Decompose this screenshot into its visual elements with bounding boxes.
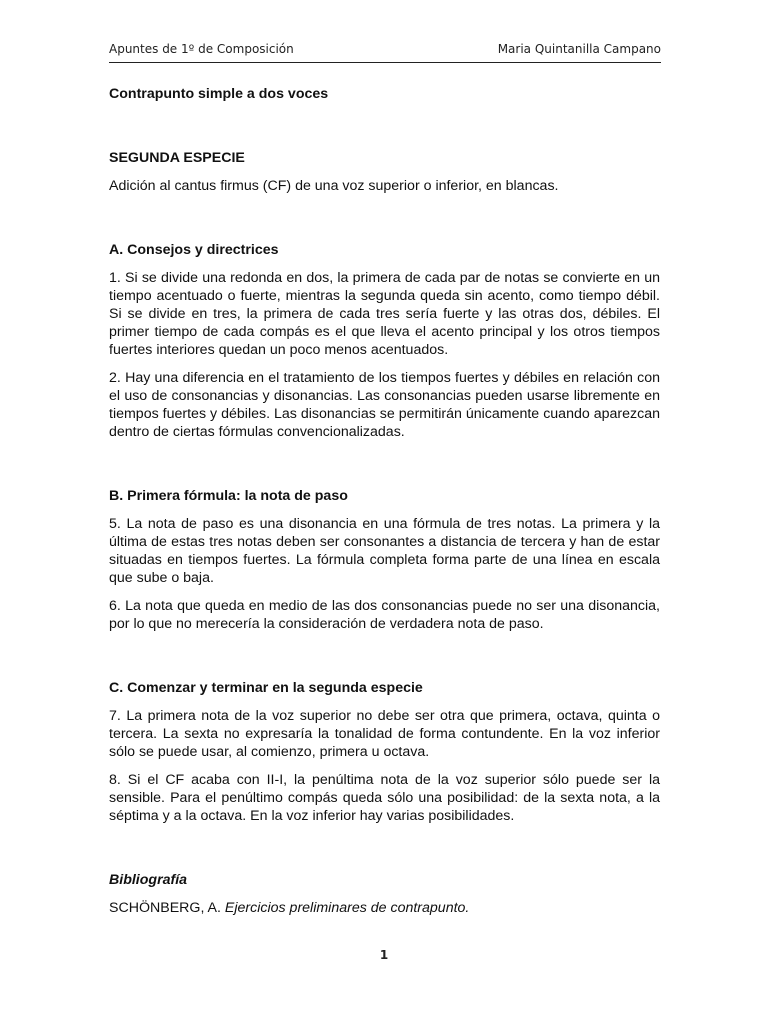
bibliography-title: Bibliografía: [109, 872, 188, 888]
section-b-paragraph-6: 6. La nota que queda en medio de las dos consonancias puede no ser una disonancia, por lo que no merecería la consideración de verdadera nota de paso.: [109, 598, 660, 632]
header-course: Apuntes de 1º de Composición: [109, 42, 294, 56]
section-a-paragraph-2: 2. Hay una diferencia en el tratamiento de los tiempos fuertes y débiles en relación con el uso de consonancias y disonancias. Las consonancias pueden usarse libremente en tiempos fuertes y débiles. Las disonancias se permitirán únicamente cuando aparezcan dentro de ciertas fórmulas convencionalizadas.: [109, 370, 660, 440]
section-b-paragraph-5: 5. La nota de paso es una disonancia en una fórmula de tres notas. La primera y la última de estas tres notas deben ser consonantes a distancia de tercera y han de estar situadas en tiempos fuertes. La fórmula completa forma parte de una línea en escala que sube o baja.: [109, 516, 660, 586]
page-number: 1: [379, 948, 389, 962]
species-intro: Adición al cantus firmus (CF) de una voz superior o inferior, en blancas.: [109, 178, 559, 194]
bibliography-author: SCHÖNBERG, A.: [109, 900, 221, 916]
header-author: Maria Quintanilla Campano: [497, 42, 661, 56]
document-title: Contrapunto simple a dos voces: [109, 86, 329, 102]
page-header: [109, 42, 661, 63]
bibliography-work: Ejercicios preliminares de contrapunto.: [224, 900, 470, 916]
bibliography-entry: [109, 899, 660, 917]
section-c-title: C. Comenzar y terminar en la segunda especie: [109, 680, 423, 696]
section-a-paragraph-1: 1. Si se divide una redonda en dos, la primera de cada par de notas se convierte en un tiempo acentuado o fuerte, mientras la segunda queda sin acento, como tiempo débil. Si se divide en tres, la primera de cada tres sería fuerte y las otras dos, débiles. El primer tiempo de cada compás es el que lleva el acento principal y los otros tiempos fuertes interiores quedan un poco menos acentuados.: [109, 270, 660, 358]
section-c-paragraph-8: 8. Si el CF acaba con II-I, la penúltima nota de la voz superior sólo puede ser la sensible. Para el penúltimo compás queda sólo una posibilidad: de la sexta nota, a la séptima y a la octava. En la voz inferior hay varias posibilidades.: [109, 772, 660, 824]
species-title: SEGUNDA ESPECIE: [109, 150, 245, 166]
document-body: [109, 85, 660, 917]
section-c-paragraph-7: 7. La primera nota de la voz superior no debe ser otra que primera, octava, quinta o tercera. La sexta no expresaría la tonalidad de forma contundente. En la voz inferior sólo se puede usar, al comienzo, primera u octava.: [109, 708, 660, 760]
section-b-title: B. Primera fórmula: la nota de paso: [109, 488, 348, 504]
section-a-title: A. Consejos y directrices: [109, 242, 279, 258]
